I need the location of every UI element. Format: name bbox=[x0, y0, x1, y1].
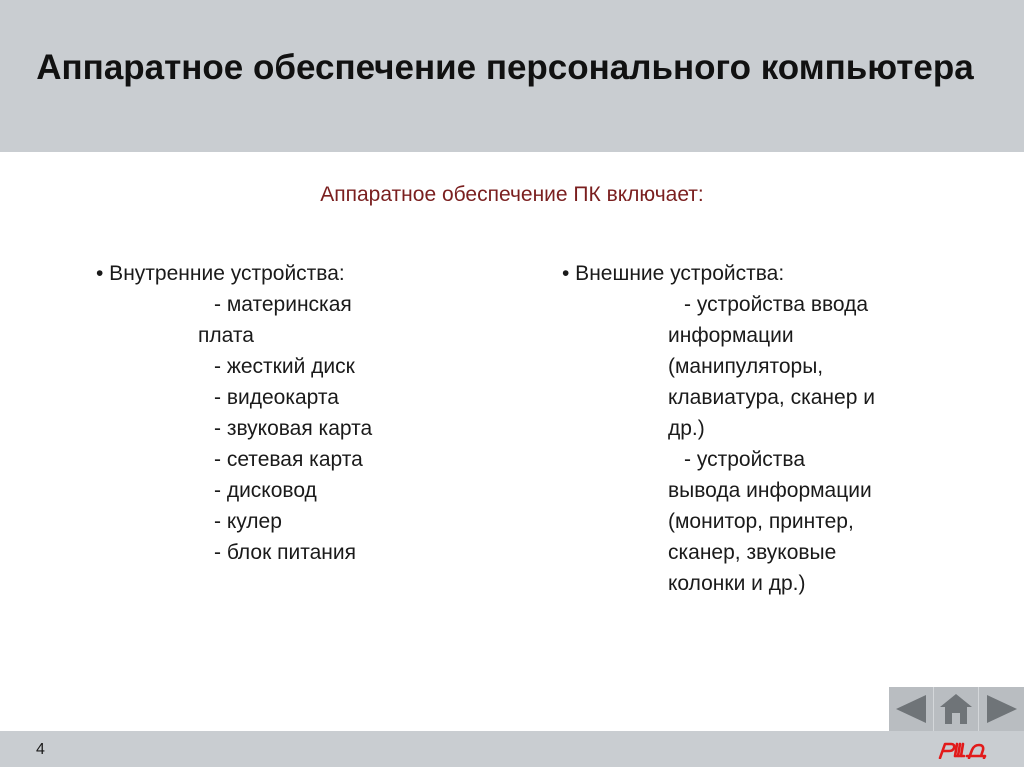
next-arrow-icon bbox=[985, 694, 1019, 724]
rzd-logo bbox=[936, 741, 990, 759]
list-item: - жесткий диск bbox=[214, 355, 355, 378]
list-item: (монитор, принтер, bbox=[668, 510, 854, 533]
list-item: - кулер bbox=[214, 510, 282, 533]
previous-slide-button[interactable] bbox=[889, 687, 934, 731]
slide-subtitle: Аппаратное обеспечение ПК включает: bbox=[320, 183, 704, 206]
list-item: - дисковод bbox=[214, 479, 317, 502]
list-item: (манипуляторы, bbox=[668, 355, 824, 378]
list-item: - материнская bbox=[214, 293, 352, 316]
list-item: колонки и др.) bbox=[668, 572, 806, 595]
list-item: - видеокарта bbox=[214, 386, 339, 409]
page-number: 4 bbox=[36, 741, 45, 758]
external-devices-heading: • Внешние устройства: bbox=[562, 262, 785, 285]
list-item: сканер, звуковые bbox=[668, 541, 837, 564]
list-item: информации bbox=[668, 324, 794, 347]
internal-devices-column bbox=[96, 258, 426, 568]
external-devices-column bbox=[562, 258, 942, 599]
internal-devices-heading: • Внутренние устройства: bbox=[96, 262, 345, 285]
slide-navigation bbox=[889, 687, 1024, 731]
slide-title: Аппаратное обеспечение персонального компьютера bbox=[36, 48, 974, 87]
list-item: - устройства ввода bbox=[684, 293, 869, 316]
previous-arrow-icon bbox=[894, 694, 928, 724]
list-item: - сетевая карта bbox=[214, 448, 363, 471]
list-item: плата bbox=[198, 324, 254, 347]
list-item: клавиатура, сканер и bbox=[668, 386, 875, 409]
list-item: вывода информации bbox=[668, 479, 872, 502]
list-item: - устройства bbox=[684, 448, 806, 471]
home-icon bbox=[939, 693, 973, 725]
slide-footer bbox=[0, 731, 1024, 767]
list-item: - блок питания bbox=[214, 541, 356, 564]
list-item: - звуковая карта bbox=[214, 417, 373, 440]
next-slide-button[interactable] bbox=[979, 687, 1024, 731]
list-item: др.) bbox=[668, 417, 705, 440]
home-slide-button[interactable] bbox=[934, 687, 979, 731]
